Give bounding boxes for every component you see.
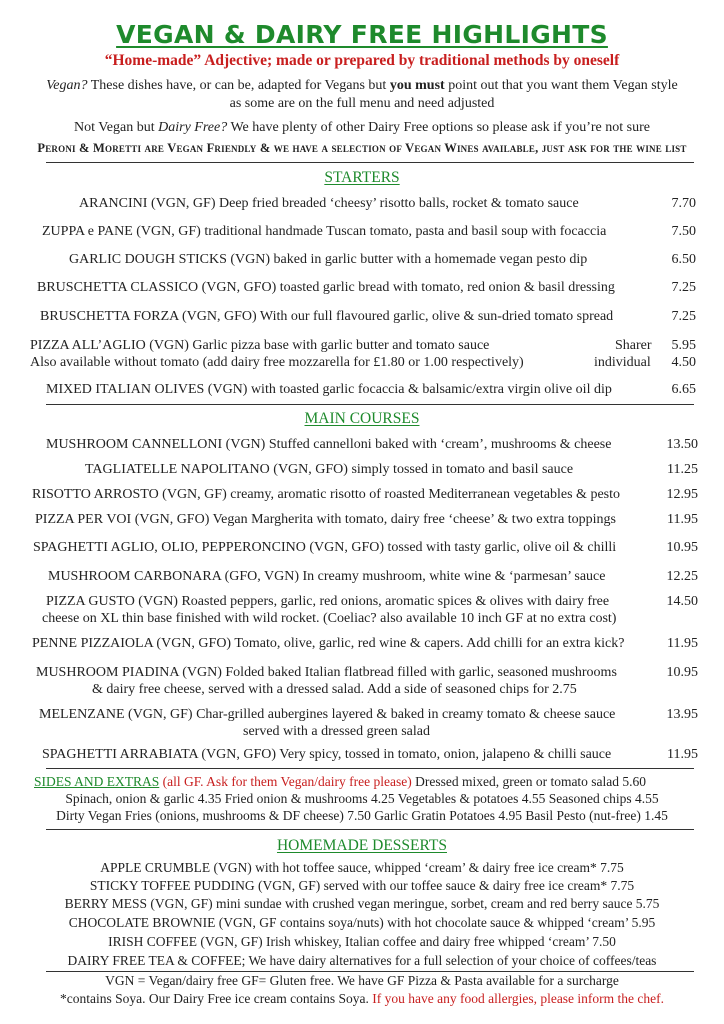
sides-line-3: Dirty Vegan Fries (onions, mushrooms & DF cheese) 7.50 Garlic Gratin Potatoes 4.95 Basil Pesto (nut-free) 1.45 (56, 808, 668, 823)
starter-price: 6.50 (671, 252, 696, 267)
main-price: 11.95 (667, 636, 698, 651)
main-price: 13.50 (666, 437, 698, 452)
starter-price: 7.70 (671, 196, 696, 211)
footer-line-1: VGN = Vegan/dairy free GF= Gluten free. We have GF Pizza & Pasta available for a surcharge (105, 973, 619, 988)
main-item: PENNE PIZZAIOLA (VGN, GFO) Tomato, olive, garlic, red wine & capers. Add chilli for an extra kick? (32, 636, 625, 651)
divider (46, 404, 694, 405)
sides-line-1: SIDES AND EXTRAS (all GF. Ask for them Vegan/dairy free please) Dressed mixed, green or tomato salad 5.60 (34, 774, 647, 789)
divider (46, 162, 694, 163)
main-price: 13.95 (666, 707, 698, 722)
main-price: 10.95 (666, 665, 698, 680)
starter-item: BRUSCHETTA CLASSICO (VGN, GFO) toasted garlic bread with tomato, red onion & basil dressing (37, 280, 615, 295)
sides-heading: SIDES AND EXTRAS (34, 774, 160, 789)
main-item: SPAGHETTI ARRABIATA (VGN, GFO) Very spicy, tossed in tomato, onion, jalapeno & chilli sauce (42, 747, 612, 762)
main-price: 12.95 (666, 487, 698, 502)
size-label: individual (594, 355, 651, 370)
pizza-aglio-line-1: PIZZA ALL’AGLIO (VGN) Garlic pizza base with garlic butter and tomato sauce (30, 338, 490, 353)
divider (46, 971, 694, 972)
starter-item: BRUSCHETTA FORZA (VGN, GFO) With our full flavoured garlic, olive & sun-dried tomato spread (40, 309, 614, 324)
main-item: RISOTTO ARROSTO (VGN, GF) creamy, aromatic risotto of roasted Mediterranean vegetables & pesto (32, 487, 620, 502)
piadina-line-1: MUSHROOM PIADINA (VGN) Folded baked Italian flatbread filled with garlic, seasoned mushrooms (36, 665, 617, 680)
mains-heading: MAIN COURSES (304, 410, 420, 427)
subtitle: “Home-made” Adjective; made or prepared by traditional methods by oneself (104, 52, 620, 69)
main-item: SPAGHETTI AGLIO, OLIO, PEPPERONCINO (VGN, GFO) tossed with tasty garlic, olive oil & chilli (33, 540, 617, 555)
main-price: 10.95 (666, 540, 698, 555)
page-title: VEGAN & DAIRY FREE HIGHLIGHTS (116, 20, 608, 49)
dessert-item: BERRY MESS (VGN, GF) mini sundae with crushed vegan meringue, sorbet, cream and red berry sauce 5.75 (64, 896, 660, 911)
main-price: 11.95 (667, 512, 698, 527)
dessert-item: IRISH COFFEE (VGN, GF) Irish whiskey, Italian coffee and dairy free whipped ‘cream’ 7.50 (108, 934, 616, 949)
melenzane-line-2: served with a dressed green salad (243, 724, 430, 739)
piadina-line-2: & dairy free cheese, served with a dressed salad. Add a side of seasoned chips for 2.75 (92, 682, 577, 697)
starter-price: 4.50 (671, 355, 696, 370)
dessert-item: CHOCOLATE BROWNIE (VGN, GF contains soya/nuts) with hot chocolate sauce & whipped ‘cream’ 5.95 (68, 915, 656, 930)
starter-item: ARANCINI (VGN, GF) Deep fried breaded ‘cheesy’ risotto balls, rocket & tomato sauce (79, 196, 579, 211)
starter-item: ZUPPA e PANE (VGN, GF) traditional handmade Tuscan tomato, pasta and basil soup with focaccia (42, 224, 607, 239)
starter-item: GARLIC DOUGH STICKS (VGN) baked in garlic butter with a homemade vegan pesto dip (69, 252, 588, 267)
divider (46, 768, 694, 769)
sides-note: (all GF. Ask for them Vegan/dairy free please) (159, 774, 412, 789)
main-price: 11.25 (667, 462, 698, 477)
starter-price: 7.50 (671, 224, 696, 239)
starter-price: 7.25 (671, 280, 696, 295)
divider (46, 829, 694, 830)
dessert-item: DAIRY FREE TEA & COFFEE; We have dairy alternatives for a full selection of your choice of coffees/teas (67, 953, 657, 968)
starters-heading: STARTERS (324, 169, 400, 186)
dessert-item: APPLE CRUMBLE (VGN) with hot toffee sauce, whipped ‘cream’ & dairy free ice cream* 7.75 (100, 860, 624, 875)
drinks-note: Peroni & Moretti are Vegan Friendly & we have a selection of Vegan Wines available, just ask for the wine list (37, 141, 687, 155)
sides-line-2: Spinach, onion & garlic 4.35 Fried onion & mushrooms 4.25 Vegetables & potatoes 4.55 Seasoned chips 4.55 (65, 791, 659, 806)
footer-line-2: *contains Soya. Our Dairy Free ice cream contains Soya. If you have any food allergies, please inform the chef. (59, 991, 665, 1006)
pizza-gusto-line-1: PIZZA GUSTO (VGN) Roasted peppers, garlic, red onions, aromatic spices & olives with dairy free (46, 594, 610, 609)
main-item: PIZZA PER VOI (VGN, GFO) Vegan Margherita with tomato, dairy free ‘cheese’ & two extra toppings (35, 512, 617, 527)
starter-item: MIXED ITALIAN OLIVES (VGN) with toasted garlic focaccia & balsamic/extra virgin olive oil dip (46, 382, 612, 397)
intro-vegan-line-2: as some are on the full menu and need adjusted (229, 96, 495, 111)
melenzane-line-1: MELENZANE (VGN, GF) Char-grilled aubergines layered & baked in creamy tomato & cheese sauce (39, 707, 616, 722)
starter-price: 5.95 (671, 338, 696, 353)
intro-vegan-line: Vegan? These dishes have, or can be, adapted for Vegans but you must point out that you want them Vegan style (46, 78, 678, 93)
pizza-aglio-line-2: Also available without tomato (add dairy free mozzarella for £1.80 or 1.00 respectively) (30, 355, 524, 370)
desserts-heading: HOMEMADE DESSERTS (276, 837, 447, 854)
main-price: 14.50 (666, 594, 698, 609)
main-item: MUSHROOM CARBONARA (GFO, VGN) In creamy mushroom, white wine & ‘parmesan’ sauce (48, 569, 606, 584)
allergy-warning: If you have any food allergies, please inform the chef. (372, 991, 665, 1006)
pizza-gusto-line-2: cheese on XL thin base finished with wild rocket. (Coeliac? also available 10 inch GF at no extra cost) (42, 611, 617, 626)
size-label: Sharer (615, 338, 652, 353)
starter-price: 7.25 (671, 309, 696, 324)
starter-price: 6.65 (671, 382, 696, 397)
main-item: MUSHROOM CANNELLONI (VGN) Stuffed cannelloni baked with ‘cream’, mushrooms & cheese (46, 437, 612, 452)
main-price: 12.25 (666, 569, 698, 584)
main-price: 11.95 (667, 747, 698, 762)
dessert-item: STICKY TOFFEE PUDDING (VGN, GF) served with our toffee sauce & dairy free ice cream* 7.75 (89, 878, 635, 893)
intro-dairy-free-line: Not Vegan but Dairy Free? We have plenty of other Dairy Free options so please ask if you’re not sure (74, 120, 650, 135)
main-item: TAGLIATELLE NAPOLITANO (VGN, GFO) simply tossed in tomato and basil sauce (85, 462, 574, 477)
